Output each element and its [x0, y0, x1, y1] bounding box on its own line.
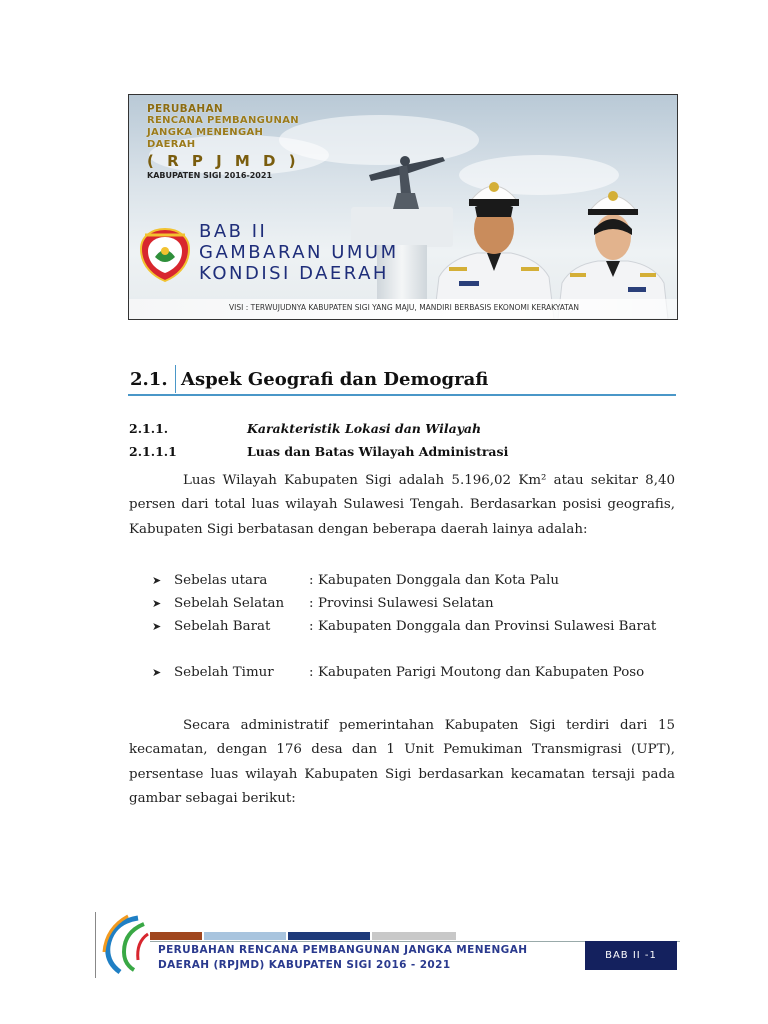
border-value: Kabupaten Donggala dan Kota Palu — [318, 573, 560, 588]
border-value: Kabupaten Parigi Moutong dan Kabupaten Poso — [318, 665, 645, 680]
border-label: Sebelah Timur — [174, 665, 274, 680]
section-divider — [175, 365, 176, 393]
footer-vertical-rule — [95, 912, 96, 978]
chapter-heading-line: GAMBARAN UMUM — [199, 242, 399, 263]
subsection-number: 2.1.1. — [129, 421, 169, 436]
cover-banner — [128, 94, 678, 320]
subsection-number: 2.1.1.1 — [129, 444, 177, 459]
footer-title-line: PERUBAHAN RENCANA PEMBANGUNAN JANGKA MENENGAH — [158, 944, 528, 956]
section-title: Aspek Geografi dan Demografi — [181, 369, 489, 390]
banner-title-line: DAERAH — [147, 139, 196, 150]
arrow-bullet-icon: ➤ — [152, 574, 162, 587]
footer-color-strip — [372, 932, 456, 940]
banner-title-line: JANGKA MENENGAH — [147, 127, 264, 138]
rpjmd-label: ( R P J M D ) — [147, 152, 300, 170]
visi-text: VISI : TERWUJUDNYA KABUPATEN SIGI YANG MAJU, MANDIRI BERBASIS EKONOMI KERAKYATAN — [229, 303, 580, 312]
rpjmd-title-block — [147, 103, 300, 180]
section-number: 2.1. — [130, 369, 168, 390]
colon-separator: : — [309, 665, 314, 680]
border-value: Kabupaten Donggala dan Provinsi Sulawesi Barat — [318, 619, 657, 634]
body-paragraph: Luas Wilayah Kabupaten Sigi adalah 5.196,02 Km² atau sekitar 8,40 persen dari total luas wilayah Sulawesi Tengah. Berdasarkan posisi geografis, Kabupaten Sigi berbatasan dengan beberapa daerah lainya adalah: — [129, 473, 675, 537]
kabupaten-sigi-logo-icon — [139, 227, 191, 283]
footer-title-line: DAERAH (RPJMD) KABUPATEN SIGI 2016 - 2021 — [158, 959, 451, 971]
wakil-bupati-portrait — [554, 169, 672, 319]
body-paragraph: Secara administratif pemerintahan Kabupaten Sigi terdiri dari 15 kecamatan, dengan 176 desa dan 1 Unit Pemukiman Transmigrasi (UPT), persentase luas wilayah Kabupaten Sigi berdasarkan kecamatan tersaji pada gambar sebagai berikut: — [129, 718, 675, 806]
arrow-bullet-icon: ➤ — [152, 597, 162, 610]
footer-color-strip — [288, 932, 370, 940]
chapter-heading-block — [199, 221, 399, 284]
border-label: Sebelas utara — [174, 573, 268, 588]
section-heading — [128, 362, 676, 396]
border-value: Provinsi Sulawesi Selatan — [318, 596, 494, 611]
chapter-heading-line: BAB II — [199, 221, 268, 242]
rpjmd-swirl-logo-icon — [98, 912, 158, 976]
colon-separator: : — [309, 619, 314, 634]
footer-color-strip — [204, 932, 286, 940]
border-label: Sebelah Barat — [174, 619, 271, 634]
colon-separator: : — [309, 573, 314, 588]
kabupaten-label: KABUPATEN SIGI 2016-2021 — [147, 171, 273, 180]
arrow-bullet-icon: ➤ — [152, 620, 162, 633]
chapter-heading-line: KONDISI DAERAH — [199, 263, 389, 284]
banner-title-line: PERUBAHAN — [147, 103, 224, 115]
visi-bar — [129, 299, 677, 319]
border-label: Sebelah Selatan — [174, 596, 285, 611]
footer-color-strip — [150, 932, 202, 940]
arrow-bullet-icon: ➤ — [152, 666, 162, 679]
subsection-title: Luas dan Batas Wilayah Administrasi — [247, 444, 509, 459]
subsection-title: Karakteristik Lokasi dan Wilayah — [247, 421, 482, 436]
colon-separator: : — [309, 596, 314, 611]
bupati-portrait — [429, 159, 559, 319]
banner-title-line: RENCANA PEMBANGUNAN — [147, 115, 299, 126]
page-number-badge: BAB II -1 — [585, 941, 677, 970]
